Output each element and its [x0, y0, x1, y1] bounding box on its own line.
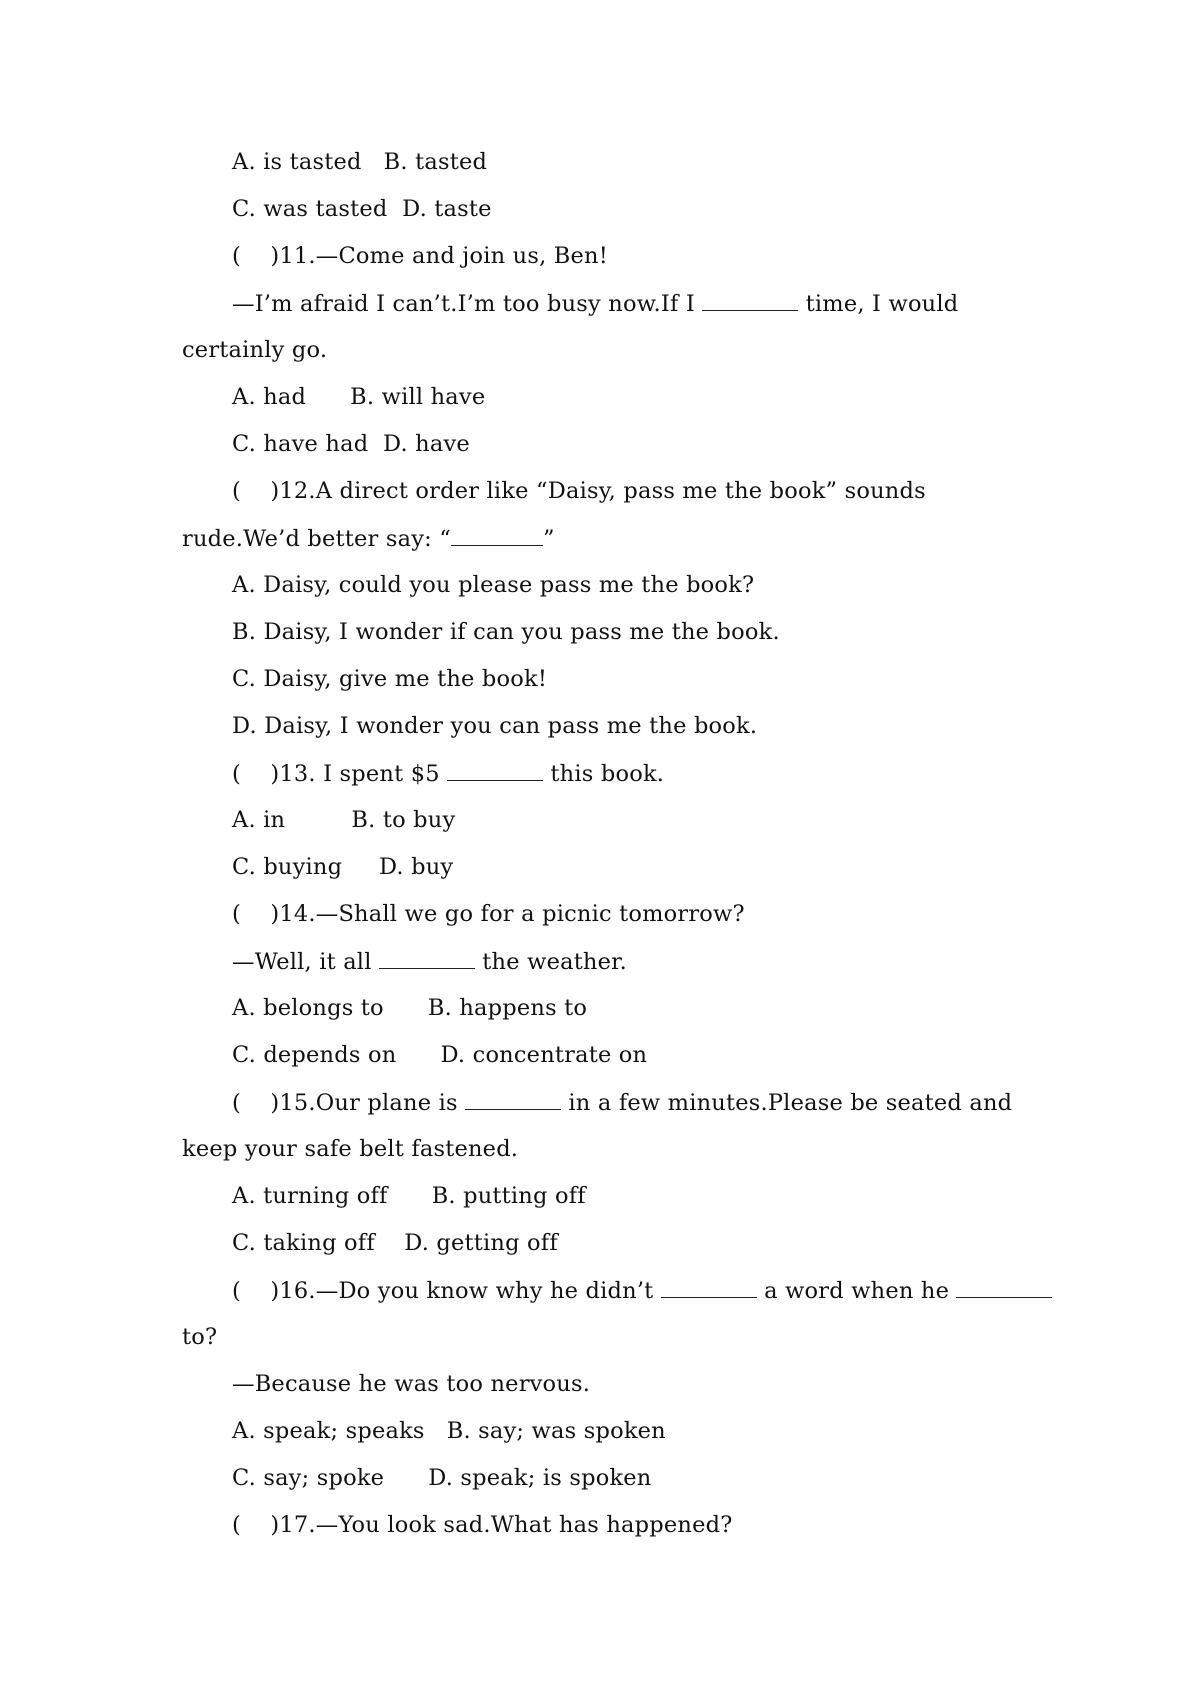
q11-response	[232, 288, 958, 319]
answer-blank	[447, 758, 543, 781]
q15-stem	[232, 1087, 1012, 1118]
q16-options-ab: A. speak; speaks B. say; was spoken	[232, 1418, 666, 1444]
q14-stem: ( )14.—Shall we go for a picnic tomorrow?	[232, 901, 745, 927]
q14-response-post: the weather.	[474, 949, 627, 975]
q15-options-ab: A. turning off B. putting off	[232, 1183, 586, 1209]
q11-stem: ( )11.—Come and join us, Ben!	[232, 243, 608, 269]
q11-options-cd: C. have had D. have	[232, 431, 470, 457]
q13-post: this book.	[543, 761, 665, 787]
q11-response-pre: —I’m afraid I can’t.I’m too busy now.If I	[232, 291, 703, 317]
q12-cont-pre: rude.We’d better say: “	[182, 526, 451, 552]
q10-options-ab: A. is tasted B. tasted	[232, 149, 488, 175]
q15-options-cd: C. taking off D. getting off	[232, 1230, 558, 1256]
q14-options-ab: A. belongs to B. happens to	[232, 995, 588, 1021]
q16-mid: a word when he	[756, 1278, 957, 1304]
q16-options-cd: C. say; spoke D. speak; is spoken	[232, 1465, 652, 1491]
q12-option-b: B. Daisy, I wonder if can you pass me the book.	[232, 619, 780, 645]
answer-blank	[956, 1275, 1052, 1298]
answer-blank	[465, 1087, 561, 1110]
q14-response-pre: —Well, it all	[232, 949, 379, 975]
q16-response: —Because he was too nervous.	[232, 1371, 591, 1397]
q16-stem-cont: to?	[182, 1324, 218, 1350]
q17-stem: ( )17.—You look sad.What has happened?	[232, 1512, 733, 1538]
q10-options-cd: C. was tasted D. taste	[232, 196, 492, 222]
q12-stem: ( )12.A direct order like “Daisy, pass me the book” sounds	[232, 478, 926, 504]
q13-pre: ( )13. I spent $5	[232, 761, 448, 787]
q16-stem	[232, 1275, 1052, 1306]
answer-blank	[451, 523, 543, 546]
q15-pre: ( )15.Our plane is	[232, 1090, 466, 1116]
q11-response-post: time, I would	[798, 291, 959, 317]
q13-options-cd: C. buying D. buy	[232, 854, 454, 880]
answer-blank	[661, 1275, 757, 1298]
answer-blank	[702, 288, 798, 311]
q15-post: in a few minutes.Please be seated and	[561, 1090, 1013, 1116]
q15-stem-cont: keep your safe belt fastened.	[182, 1136, 519, 1162]
answer-blank	[379, 946, 475, 969]
q13-options-ab: A. in B. to buy	[232, 807, 456, 833]
q12-stem-cont	[182, 523, 555, 554]
q16-pre: ( )16.—Do you know why he didn’t	[232, 1278, 661, 1304]
q12-option-a: A. Daisy, could you please pass me the book?	[232, 572, 755, 598]
q12-cont-post: ”	[542, 526, 555, 552]
q13-stem	[232, 758, 664, 789]
q14-options-cd: C. depends on D. concentrate on	[232, 1042, 648, 1068]
q12-option-c: C. Daisy, give me the book!	[232, 666, 548, 692]
q14-response	[232, 946, 627, 977]
q12-option-d: D. Daisy, I wonder you can pass me the book.	[232, 713, 758, 739]
q11-options-ab: A. had B. will have	[232, 384, 486, 410]
q11-response-cont: certainly go.	[182, 337, 328, 363]
